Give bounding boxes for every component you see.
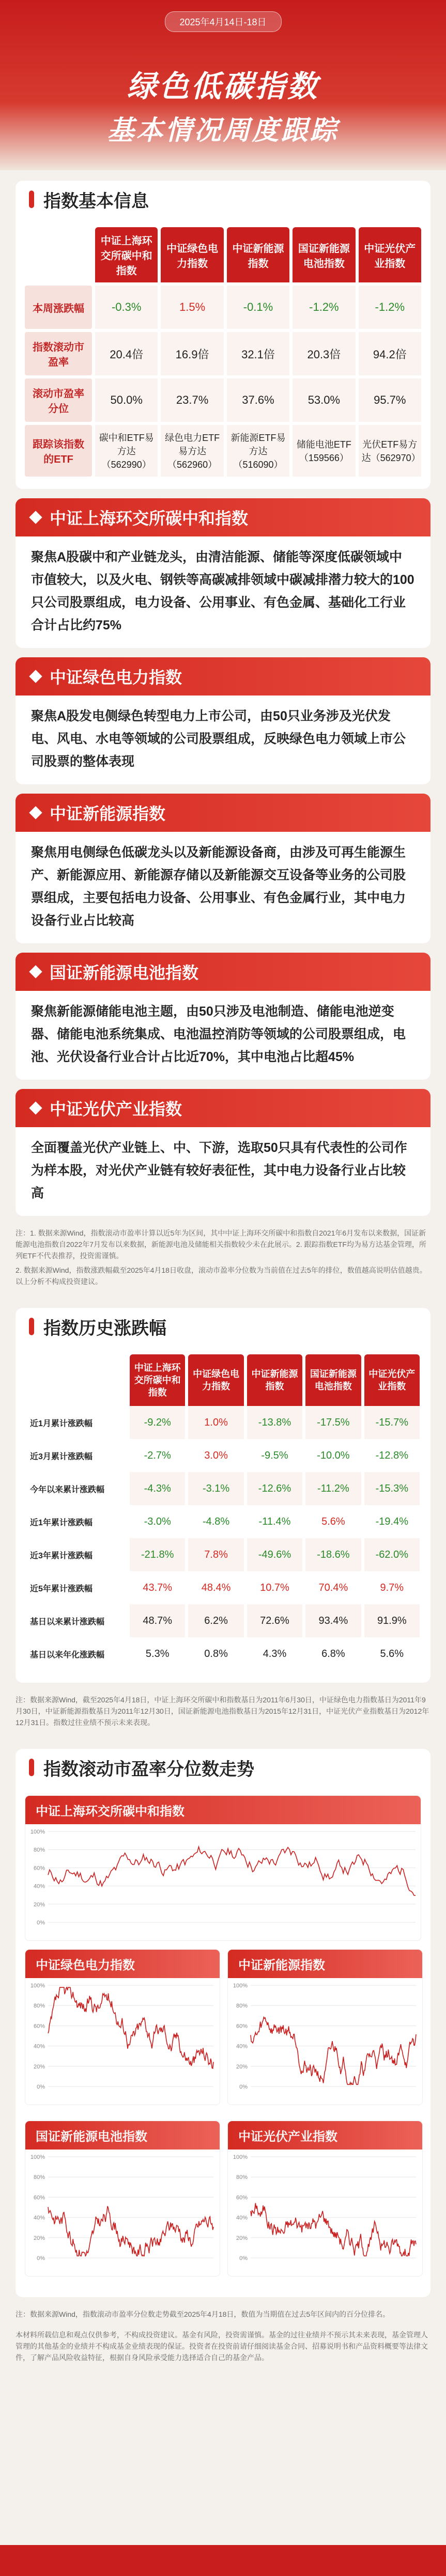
pe-chart-pv [228, 2150, 422, 2273]
index-description: 聚焦新能源储能电池主题，由50只涉及电池制造、储能电池逆变器、储能电池系统集成、电池温控消防等领域的公司股票组成，电池、光伏设备行业合计占比近70%，其中电池占比超45% [31, 1004, 406, 1064]
footnote-basic-2: 2. 数据来源Wind，指数涨跌幅截至2025年4月18日收盘，滚动市盈率分位数为当前值在过去5年的排位，数值越高说明估值越贵。以上分析不构成投资建议。 [16, 1266, 427, 1286]
table-cell: 储能电池ETF（159566） [293, 425, 355, 477]
section-history-header [16, 1308, 430, 1345]
column-header: 国证新能源电池指数 [305, 1354, 361, 1406]
history-table [25, 1354, 421, 1670]
y-tick-label: 100% [233, 1983, 248, 1989]
table-cell: 6.2% [188, 1604, 243, 1637]
table-cell: 20.3倍 [293, 332, 355, 375]
y-tick-label: 100% [233, 2154, 248, 2160]
table-cell: 1.0% [188, 1406, 243, 1439]
index-name: 中证光伏产业指数 [50, 1100, 182, 1118]
index-descriptions [0, 498, 446, 1216]
table-cell: 23.7% [161, 378, 223, 422]
index-name: 中证上海环交所碳中和指数 [50, 509, 249, 528]
table-cell: 48.4% [188, 1571, 243, 1604]
table-corner [25, 227, 92, 282]
row-header: 指数滚动市盈率 [25, 332, 92, 375]
table-cell: 5.6% [364, 1637, 420, 1670]
chart-panel-2 [227, 1949, 423, 2105]
index-card [16, 657, 430, 784]
table-cell: 20.4倍 [95, 332, 158, 375]
y-tick-label: 40% [33, 1883, 45, 1890]
y-tick-label: 40% [236, 2215, 248, 2221]
table-cell: 7.8% [188, 1538, 243, 1571]
chart-title: 国证新能源电池指数 [25, 2121, 220, 2150]
y-tick-label: 80% [33, 2003, 45, 2010]
chart-title: 中证绿色电力指数 [25, 1950, 220, 1978]
table-cell: 光伏ETF易方达（562970） [359, 425, 421, 477]
table-cell: -15.7% [364, 1406, 420, 1439]
basic-info-card [16, 218, 430, 489]
diamond-icon [29, 670, 42, 683]
table-cell: 1.5% [161, 286, 223, 329]
table-cell: -4.8% [188, 1505, 243, 1538]
index-card-header [16, 794, 430, 832]
column-header: 中证上海环交所碳中和指数 [95, 227, 158, 282]
chart-panel-0 [25, 1795, 421, 1941]
index-name: 国证新能源电池指数 [50, 963, 199, 982]
y-tick-label: 0% [37, 2255, 45, 2262]
row-header: 基日以来累计涨跌幅 [30, 1617, 105, 1626]
index-description: 聚焦A股碳中和产业链龙头，由清洁能源、储能等深度低碳领域中市值较大，以及火电、钢铁等高碳减排领域中碳减排潜力较大的100只公司股票组成，电力设备、公用事业、有色金属、基础化工行业合计占比约75% [31, 550, 414, 633]
table-cell: -21.8% [130, 1538, 185, 1571]
table-cell: 0.8% [188, 1637, 243, 1670]
table-cell: -0.3% [95, 286, 158, 329]
y-tick-label: 80% [33, 1847, 45, 1854]
page-title: 绿色低碳指数 [127, 70, 319, 103]
table-cell: 37.6% [227, 378, 289, 422]
header-banner [0, 0, 446, 170]
column-header: 中证绿色电力指数 [188, 1354, 243, 1406]
y-tick-label: 20% [236, 2235, 248, 2241]
row-header: 跟踪该指数的ETF [25, 425, 92, 477]
table-cell: -62.0% [364, 1538, 420, 1571]
index-card [16, 1089, 430, 1216]
section-title: 指数滚动市盈率分位数走势 [43, 1759, 254, 1779]
y-tick-label: 100% [30, 1829, 45, 1835]
column-header: 中证上海环交所碳中和指数 [130, 1354, 185, 1406]
table-cell: -10.0% [305, 1439, 361, 1472]
footnote-pe: 注：数据来源Wind，指数滚动市盈率分位数走势截至2025年4月18日，数值为当期值在过去5年区间内的百分位排名。 [16, 2310, 390, 2318]
table-cell: -17.5% [305, 1406, 361, 1439]
y-tick-label: 0% [239, 2084, 248, 2090]
section-title: 指数历史涨跌幅 [43, 1318, 166, 1338]
y-tick-label: 40% [33, 2215, 45, 2221]
y-tick-label: 60% [33, 2023, 45, 2030]
table-cell: 32.1倍 [227, 332, 289, 375]
y-tick-label: 60% [236, 2194, 248, 2201]
row-header: 近3年累计涨跌幅 [30, 1551, 93, 1560]
table-cell: 5.6% [305, 1505, 361, 1538]
series-line [48, 2206, 213, 2256]
y-tick-label: 0% [239, 2255, 248, 2262]
index-card-header [16, 1089, 430, 1127]
column-header: 中证光伏产业指数 [359, 227, 421, 282]
table-cell: -11.2% [305, 1472, 361, 1505]
pe-chart-carbon [25, 1824, 422, 1938]
row-header: 近1月累计涨跌幅 [30, 1419, 93, 1428]
table-cell: 72.6% [247, 1604, 302, 1637]
footnote-history: 注：数据来源Wind，截至2025年4月18日，中证上海环交所碳中和指数基日为2011年6月30日，中证绿色电力指数基日为2011年9月30日，中证新能源指数基日为2011年12月30日，国证新能源电池指数基日为2015年12月31日，中证光伏产业指数基日为2012年12月31日。指数过往业绩不预示未来表现。 [16, 1696, 429, 1727]
y-tick-label: 0% [37, 1920, 45, 1926]
table-cell: 16.9倍 [161, 332, 223, 375]
row-header: 本周涨跌幅 [25, 286, 92, 329]
table-corner [25, 1354, 128, 1406]
y-tick-label: 40% [33, 2043, 45, 2050]
table-cell: -1.2% [359, 286, 421, 329]
chart-title: 中证新能源指数 [228, 1950, 422, 1978]
y-tick-label: 60% [33, 1865, 45, 1872]
table-cell: 碳中和ETF易方达（562990） [95, 425, 158, 477]
index-card-header [16, 657, 430, 696]
y-tick-label: 0% [37, 2084, 45, 2090]
column-header: 中证绿色电力指数 [161, 227, 223, 282]
y-tick-label: 100% [30, 1983, 45, 1989]
diamond-icon [29, 806, 42, 819]
index-description: 聚焦A股发电侧绿色转型电力上市公司，由50只业务涉及光伏发电、风电、水电等领域的公司股票组成，反映绿色电力领域上市公司股票的整体表现 [31, 709, 406, 769]
section-title: 指数基本信息 [43, 191, 149, 211]
chart-grid [25, 1949, 421, 2285]
table-cell: 新能源ETF易方达（516090） [227, 425, 289, 477]
footer-bar [0, 2545, 446, 2576]
table-cell: -12.6% [247, 1472, 302, 1505]
row-header: 近5年累计涨跌幅 [30, 1584, 93, 1593]
index-name: 中证新能源指数 [50, 804, 166, 823]
chart-panel-1 [25, 1949, 220, 2105]
series-line [251, 2203, 416, 2256]
table-cell: -9.2% [130, 1406, 185, 1439]
diamond-icon [29, 965, 42, 978]
chart-title: 中证光伏产业指数 [228, 2121, 422, 2150]
y-tick-label: 100% [30, 2154, 45, 2160]
row-header: 近3月累计涨跌幅 [30, 1452, 93, 1461]
date-range: 2025年4月14日-18日 [164, 11, 281, 32]
table-cell: 9.7% [364, 1571, 420, 1604]
row-header: 滚动市盈率分位 [25, 378, 92, 422]
table-cell: 93.4% [305, 1604, 361, 1637]
table-cell: 5.3% [130, 1637, 185, 1670]
column-header: 中证光伏产业指数 [364, 1354, 420, 1406]
index-card-header [16, 953, 430, 991]
diamond-icon [29, 511, 42, 524]
diamond-icon [29, 1101, 42, 1114]
y-tick-label: 60% [236, 2023, 248, 2030]
history-card [16, 1345, 430, 1683]
series-line [251, 2017, 416, 2084]
section-basic-info-header [16, 181, 430, 218]
index-description: 聚焦用电侧绿色低碳龙头以及新能源设备商，由涉及可再生能源生产、新能源应用、新能源存储以及新能源交互设备等业务的公司股票组成，主要包括电力设备、公用事业、有色金属行业，其中电力设备行业占比较高 [31, 845, 406, 928]
table-cell: -18.6% [305, 1538, 361, 1571]
y-tick-label: 20% [33, 2235, 45, 2241]
section-marker [29, 1759, 34, 1776]
pe-chart-battery [25, 2150, 220, 2273]
index-card [16, 794, 430, 943]
disclaimer: 本材料所载信息和观点仅供参考，不构成投资建议。基金有风险，投资需谨慎。基金的过往业绩并不预示其未来表现，基金管理人管理的其他基金的业绩并不构成基金业绩表现的保证。投资者在投资前请仔细阅读基金合同、招募说明书和产品资料概要等法律文件，了解产品风险收益特征，根据自身风险承受能力选择适合自己的基金产品。 [16, 2331, 428, 2362]
pe-chart-card [16, 1786, 430, 2297]
chart-title: 中证上海环交所碳中和指数 [25, 1796, 421, 1824]
y-tick-label: 80% [236, 2174, 248, 2181]
series-line [48, 1987, 213, 2068]
table-cell: 70.4% [305, 1571, 361, 1604]
y-tick-label: 20% [33, 2063, 45, 2070]
y-tick-label: 20% [33, 1901, 45, 1908]
section-marker [29, 191, 34, 208]
table-cell: -49.6% [247, 1538, 302, 1571]
table-cell: -19.4% [364, 1505, 420, 1538]
table-cell: 6.8% [305, 1637, 361, 1670]
column-header: 中证新能源指数 [247, 1354, 302, 1406]
table-cell: -4.3% [130, 1472, 185, 1505]
index-name: 中证绿色电力指数 [50, 668, 182, 687]
pe-chart-new-energy [228, 1978, 422, 2102]
chart-panel-4 [227, 2121, 423, 2277]
column-header: 国证新能源电池指数 [293, 227, 355, 282]
section-marker [29, 1318, 34, 1335]
row-header: 近1年累计涨跌幅 [30, 1518, 93, 1527]
table-cell: 50.0% [95, 378, 158, 422]
table-cell: -0.1% [227, 286, 289, 329]
table-cell: -2.7% [130, 1439, 185, 1472]
table-cell: 绿色电力ETF易方达（562960） [161, 425, 223, 477]
table-cell: 48.7% [130, 1604, 185, 1637]
page-subtitle: 基本情况周度跟踪 [107, 116, 339, 146]
table-cell: 4.3% [247, 1637, 302, 1670]
series-line [48, 1847, 416, 1895]
index-card [16, 953, 430, 1080]
y-tick-label: 80% [236, 2003, 248, 2010]
row-header: 今年以来累计涨跌幅 [30, 1485, 105, 1494]
basic-info-table [25, 227, 421, 477]
table-cell: -1.2% [293, 286, 355, 329]
table-cell: 94.2倍 [359, 332, 421, 375]
y-tick-label: 80% [33, 2174, 45, 2181]
chart-panel-3 [25, 2121, 220, 2277]
y-tick-label: 40% [236, 2043, 248, 2050]
section-pe-header [16, 1749, 430, 1786]
table-cell: -15.3% [364, 1472, 420, 1505]
table-cell: -3.0% [130, 1505, 185, 1538]
table-cell: 53.0% [293, 378, 355, 422]
index-card [16, 498, 430, 648]
table-cell: -13.8% [247, 1406, 302, 1439]
table-cell: 43.7% [130, 1571, 185, 1604]
table-cell: 91.9% [364, 1604, 420, 1637]
table-cell: -11.4% [247, 1505, 302, 1538]
table-cell: 10.7% [247, 1571, 302, 1604]
y-tick-label: 60% [33, 2194, 45, 2201]
table-cell: 3.0% [188, 1439, 243, 1472]
table-cell: -9.5% [247, 1439, 302, 1472]
index-description: 全面覆盖光伏产业链上、中、下游，选取50只具有代表性的公司作为样本股，对光伏产业链有较好表征性，其中电力设备行业占比较高 [31, 1141, 407, 1200]
row-header: 基日以来年化涨跌幅 [30, 1650, 105, 1660]
index-card-header [16, 498, 430, 536]
pe-chart-green-power [25, 1978, 220, 2102]
table-cell: -3.1% [188, 1472, 243, 1505]
y-tick-label: 20% [236, 2063, 248, 2070]
footnote-basic: 注：1. 数据来源Wind，指数滚动市盈率计算以近5年为区间，其中中证上海环交所碳中和指数自2021年6月发布以来数据，国证新能源电池指数自2022年7月发布以来数据，新能源电池及储能相关指数较少未在此展示。2. 跟踪指数ETF均为易方达基金管理，所列ETF不代表推荐，投资需谨慎。 [16, 1229, 426, 1260]
table-cell: 95.7% [359, 378, 421, 422]
column-header: 中证新能源指数 [227, 227, 289, 282]
table-cell: -12.8% [364, 1439, 420, 1472]
